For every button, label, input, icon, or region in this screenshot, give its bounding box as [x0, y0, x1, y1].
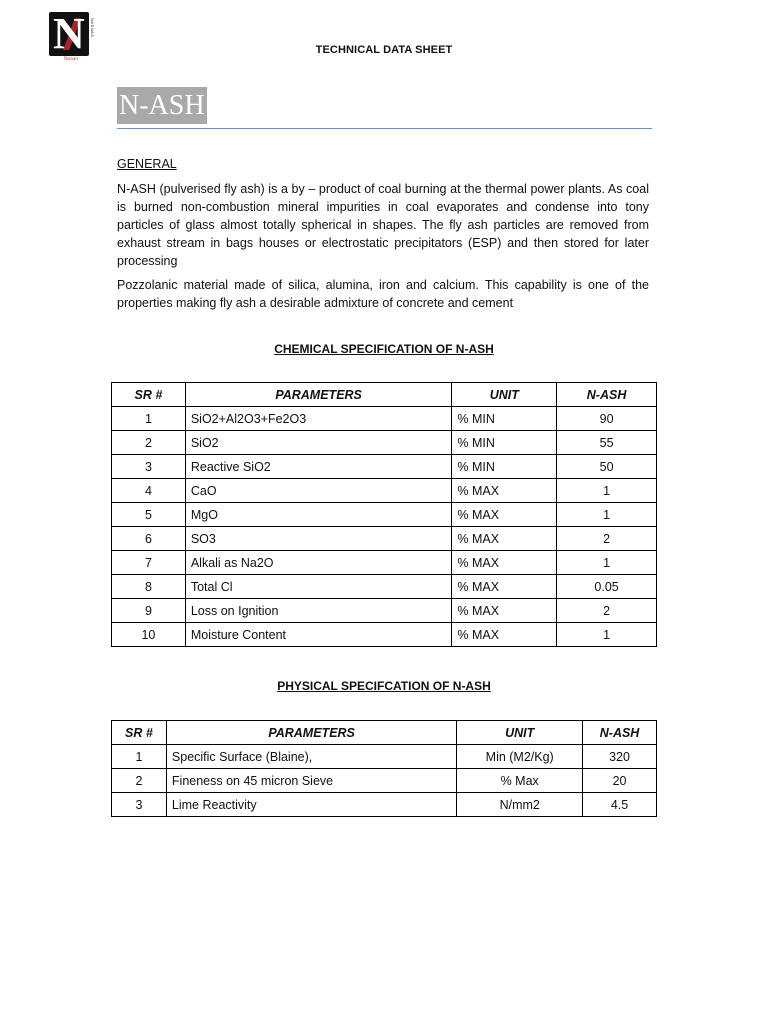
cell-parameter: Fineness on 45 micron Sieve [166, 769, 456, 793]
column-header-sr: SR # [112, 383, 186, 407]
table-row [112, 455, 657, 479]
table-header-row [112, 721, 657, 745]
cell-value: 2 [557, 527, 657, 551]
general-paragraph-1: N-ASH (pulverised fly ash) is a by – product of coal burning at the thermal power plants. As coal is burned non-combustion mineral impurities in coal evaporates and condense into tony particles of glass almost totally spherical in shapes. The fly ash particles are removed from exhaust stream in bags houses or electrostatic precipitators (ESP) and then stored for later processing [117, 182, 649, 268]
general-heading: GENERAL [117, 157, 177, 171]
cell-unit: % MAX [452, 623, 557, 647]
cell-sr: 10 [112, 623, 186, 647]
cell-value: 50 [557, 455, 657, 479]
chemical-spec-heading: CHEMICAL SPECIFICATION OF N-ASH [274, 342, 494, 356]
cell-value: 1 [557, 503, 657, 527]
cell-unit: % MAX [452, 551, 557, 575]
table-row [112, 551, 657, 575]
table-row [112, 527, 657, 551]
cell-sr: 9 [112, 599, 186, 623]
column-header-unit: UNIT [452, 383, 557, 407]
cell-unit: % MIN [452, 455, 557, 479]
column-header-parameters: PARAMETERS [166, 721, 456, 745]
cell-value: 55 [557, 431, 657, 455]
table-row [112, 745, 657, 769]
cell-sr: 6 [112, 527, 186, 551]
cell-value: 4.5 [583, 793, 657, 817]
cell-parameter: Loss on Ignition [185, 599, 452, 623]
cell-parameter: Lime Reactivity [166, 793, 456, 817]
table-row [112, 479, 657, 503]
table-row [112, 599, 657, 623]
column-header-unit: UNIT [457, 721, 583, 745]
cell-unit: % MIN [452, 407, 557, 431]
table-row [112, 575, 657, 599]
logo-tagline: Nsmart [63, 57, 79, 62]
cell-parameter: Alkali as Na2O [185, 551, 452, 575]
cell-sr: 8 [112, 575, 186, 599]
cell-parameter: Reactive SiO2 [185, 455, 452, 479]
cell-sr: 2 [112, 431, 186, 455]
cell-unit: % MAX [452, 503, 557, 527]
table-row [112, 623, 657, 647]
cell-sr: 1 [112, 745, 167, 769]
cell-parameter: SO3 [185, 527, 452, 551]
physical-spec-table [111, 720, 657, 817]
cell-value: 1 [557, 479, 657, 503]
cell-unit: % MAX [452, 599, 557, 623]
cell-sr: 3 [112, 793, 167, 817]
table-row [112, 769, 657, 793]
cell-sr: 1 [112, 407, 186, 431]
cell-sr: 7 [112, 551, 186, 575]
cell-value: 0.05 [557, 575, 657, 599]
title-divider [117, 128, 652, 129]
cell-unit: % MIN [452, 431, 557, 455]
cell-sr: 5 [112, 503, 186, 527]
cell-value: 20 [583, 769, 657, 793]
column-header-value: N-ASH [557, 383, 657, 407]
table-header-row [112, 383, 657, 407]
table-row [112, 793, 657, 817]
cell-parameter: SiO2+Al2O3+Fe2O3 [185, 407, 452, 431]
cell-parameter: Total Cl [185, 575, 452, 599]
cell-value: 90 [557, 407, 657, 431]
cell-unit: % MAX [452, 575, 557, 599]
table-row [112, 503, 657, 527]
cell-parameter: MgO [185, 503, 452, 527]
cell-unit: Min (M2/Kg) [457, 745, 583, 769]
physical-spec-heading: PHYSICAL SPECIFCATION OF N-ASH [277, 679, 491, 693]
table-row [112, 431, 657, 455]
logo-side-text: NASNAS [90, 18, 95, 38]
cell-parameter: Specific Surface (Blaine), [166, 745, 456, 769]
cell-parameter: CaO [185, 479, 452, 503]
logo-letter: N [53, 9, 85, 58]
cell-unit: % Max [457, 769, 583, 793]
general-paragraph-2: Pozzolanic material made of silica, alumina, iron and calcium. This capability is one of the properties making fly ash a desirable admixture of concrete and cement [117, 278, 649, 310]
column-header-sr: SR # [112, 721, 167, 745]
cell-value: 320 [583, 745, 657, 769]
sheet-header-title: TECHNICAL DATA SHEET [315, 44, 453, 56]
cell-value: 1 [557, 551, 657, 575]
cell-value: 1 [557, 623, 657, 647]
table-row [112, 407, 657, 431]
cell-parameter: SiO2 [185, 431, 452, 455]
cell-unit: % MAX [452, 527, 557, 551]
column-header-value: N-ASH [583, 721, 657, 745]
cell-unit: N/mm2 [457, 793, 583, 817]
cell-parameter: Moisture Content [185, 623, 452, 647]
cell-value: 2 [557, 599, 657, 623]
cell-sr: 4 [112, 479, 186, 503]
cell-sr: 3 [112, 455, 186, 479]
column-header-parameters: PARAMETERS [185, 383, 452, 407]
cell-sr: 2 [112, 769, 167, 793]
document-title: N-ASH [117, 87, 207, 124]
cell-unit: % MAX [452, 479, 557, 503]
company-logo [49, 9, 95, 64]
chemical-spec-table [111, 382, 657, 647]
